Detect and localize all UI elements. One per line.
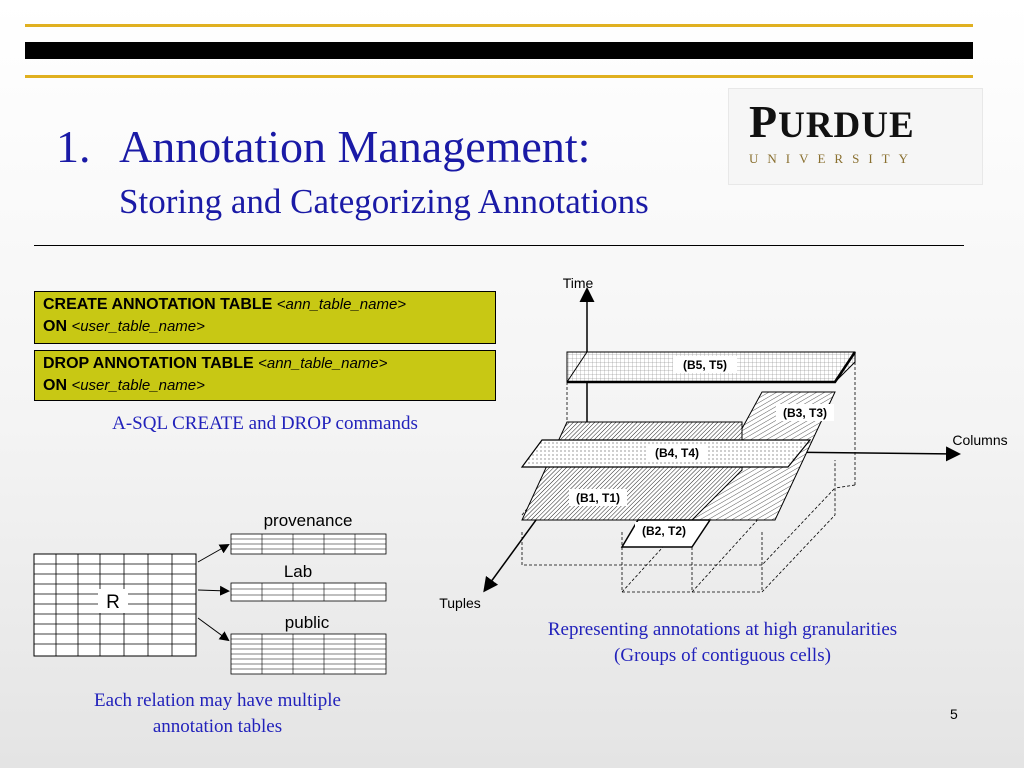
annotation-block-b5-t5 — [567, 352, 855, 382]
header-gold-line-top — [25, 24, 973, 27]
title-divider — [34, 245, 964, 246]
commands-caption: A-SQL CREATE and DROP commands — [112, 413, 418, 434]
page-subtitle: Storing and Categorizing Annotations — [119, 182, 649, 221]
table-label-public: public — [284, 613, 330, 632]
create-keyword: CREATE ANNOTATION TABLE — [43, 296, 273, 313]
cell-label-b1-t1: (B1, T1) — [575, 491, 621, 505]
table-label-lab: Lab — [283, 562, 313, 581]
drop-on-keyword: ON — [43, 377, 67, 394]
annotation-table-public — [231, 613, 386, 674]
header-gold-line-bottom — [25, 75, 973, 78]
relation-label: R — [106, 592, 120, 613]
arrow-to-provenance — [198, 545, 228, 562]
logo-wordmark — [749, 97, 915, 151]
annotation-table-lab — [231, 562, 386, 601]
granularity-diagram — [420, 270, 1024, 620]
tuples-axis-label: Tuples — [439, 595, 481, 611]
create-user-param: <user_table_name> — [71, 318, 205, 335]
relation-grid — [34, 554, 196, 656]
page-title: Annotation Management: — [119, 121, 591, 172]
table-label-provenance: provenance — [263, 511, 353, 530]
header-black-bar — [25, 42, 973, 59]
logo-word-rest: URDUE — [778, 105, 915, 146]
cell-label-b2-t2: (B2, T2) — [641, 524, 687, 538]
annotation-block-b4-t4 — [522, 440, 810, 467]
university-logo — [728, 88, 983, 185]
cell-label-b3-t3: (B3, T3) — [782, 406, 828, 420]
arrow-to-public — [198, 618, 228, 640]
drop-keyword: DROP ANNOTATION TABLE — [43, 355, 254, 372]
annotation-table-provenance — [231, 511, 386, 554]
page-number: 5 — [950, 706, 958, 722]
columns-axis-label: Columns — [952, 432, 1008, 448]
create-on-keyword: ON — [43, 318, 67, 335]
granularity-caption-line2: (Groups of contiguous cells) — [614, 645, 831, 666]
title-number: 1. — [56, 121, 91, 172]
create-ann-param: <ann_table_name> — [276, 296, 407, 313]
annotation-block-b2-t2 — [622, 520, 710, 547]
granularity-caption-line1: Representing annotations at high granularities — [547, 619, 898, 640]
logo-initial: P — [749, 96, 779, 147]
drop-user-param: <user_table_name> — [71, 377, 205, 394]
drop-ann-param: <ann_table_name> — [258, 355, 388, 372]
cell-label-b4-t4: (B4, T4) — [654, 446, 700, 460]
arrow-to-lab — [198, 590, 228, 591]
time-axis-label: Time — [562, 275, 594, 291]
relation-caption-line1: Each relation may have multiple — [94, 690, 341, 711]
cell-label-b5-t5: (B5, T5) — [682, 358, 728, 372]
logo-subtitle: UNIVERSITY — [749, 151, 917, 166]
relation-caption-line2: annotation tables — [152, 716, 283, 737]
